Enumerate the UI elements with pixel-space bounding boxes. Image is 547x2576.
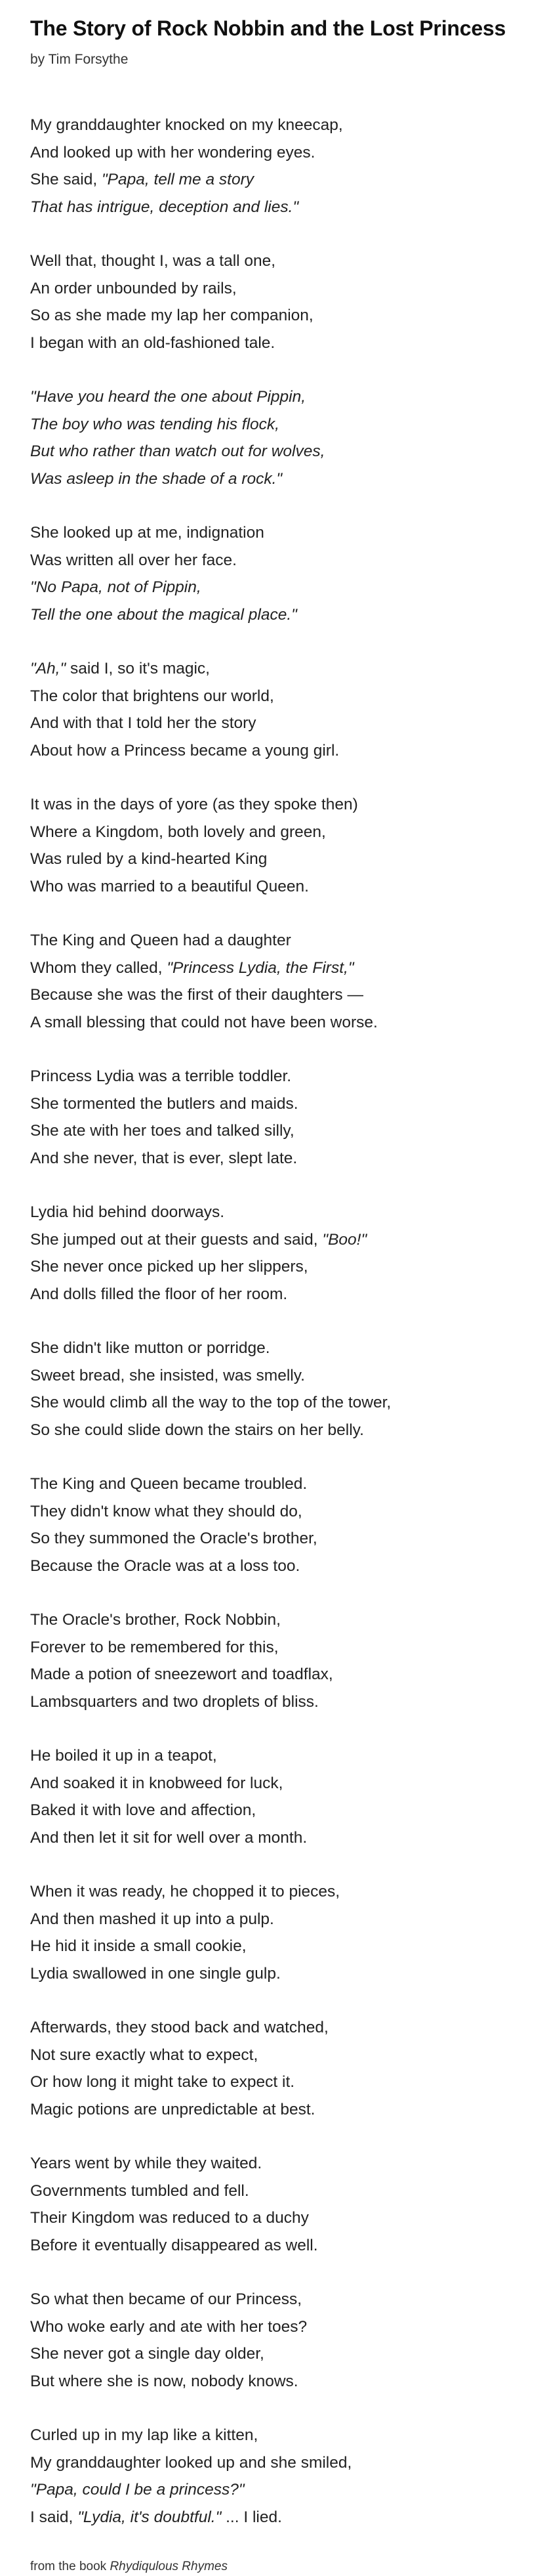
poem-line — [30, 1742, 529, 1770]
poem-line-segment: She looked up at me, indignation — [30, 524, 264, 542]
poem-body — [30, 112, 529, 2531]
poem-line-italic-segment: The boy who was tending his flock, — [30, 415, 279, 433]
poem-line-segment: She never once picked up her slippers, — [30, 1258, 308, 1276]
poem-line — [30, 873, 529, 901]
stanza — [30, 1742, 529, 1851]
poem-line-segment: So what then became of our Princess, — [30, 2290, 302, 2308]
poem-line-segment: Princess Lydia was a terrible toddler. — [30, 1067, 292, 1085]
poem-line — [30, 1226, 529, 1254]
poem-line — [30, 166, 529, 194]
poem-title: The Story of Rock Nobbin and the Lost Princess — [30, 16, 506, 40]
poem-line — [30, 2368, 529, 2395]
poem-line-segment: So she could slide down the stairs on her belly. — [30, 1421, 364, 1439]
poem-line-segment: When it was ready, he chopped it to pieces, — [30, 1883, 340, 1900]
poem-line-segment: Whom they called, — [30, 958, 167, 977]
poem-line-segment: Sweet bread, she insisted, was smelly. — [30, 1366, 305, 1385]
poem-line — [30, 438, 529, 465]
poem-line-italic-segment: "Have you heard the one about Pippin, — [30, 388, 306, 406]
poem-line — [30, 1933, 529, 1960]
stanza — [30, 791, 529, 900]
poem-line — [30, 275, 529, 303]
poem-line-segment: He boiled it up in a teapot, — [30, 1747, 217, 1765]
poem-line-segment: ... I lied. — [221, 2508, 282, 2526]
poem-line — [30, 955, 529, 982]
poem-line — [30, 519, 529, 547]
poem-line — [30, 2340, 529, 2368]
poem-line — [30, 247, 529, 275]
poem-line-segment: Lydia hid behind doorways. — [30, 1203, 225, 1221]
poem-line — [30, 1606, 529, 1634]
poem-line — [30, 791, 529, 819]
poem-line-segment: Lydia swallowed in one single gulp. — [30, 1964, 281, 1983]
poem-line — [30, 2476, 529, 2504]
poem-line — [30, 1389, 529, 1417]
poem-line-segment: Because the Oracle was at a loss too. — [30, 1556, 300, 1575]
poem-line-segment: Because she was the first of their daughters — — [30, 986, 363, 1004]
book-credit-prefix: from the book — [30, 2560, 110, 2573]
poem-line-segment: A small blessing that could not have been worse. — [30, 1013, 378, 1031]
stanza — [30, 519, 529, 628]
poem-line-segment: Forever to be remembered for this, — [30, 1638, 279, 1656]
poem-line-italic-segment: Was asleep in the shade of a rock." — [30, 469, 283, 488]
poem-line — [30, 1498, 529, 1526]
poem-line — [30, 2232, 529, 2260]
poem-line-segment: Curled up in my lap like a kitten, — [30, 2426, 258, 2444]
poem-line — [30, 1063, 529, 1090]
poem-line-italic-segment: "No Papa, not of Pippin, — [30, 578, 201, 596]
poem-line — [30, 2204, 529, 2232]
stanza — [30, 2286, 529, 2395]
poem-line — [30, 1878, 529, 1906]
poem-line-italic-segment: "Ah," — [30, 660, 66, 677]
poem-line-segment: Who woke early and ate with her toes? — [30, 2317, 308, 2336]
book-title: Rhydiqulous Rhymes — [110, 2560, 228, 2573]
poem-line-segment: Afterwards, they stood back and watched, — [30, 2019, 329, 2036]
poem-line — [30, 1253, 529, 1281]
stanza — [30, 2422, 529, 2531]
poem-line-segment: An order unbounded by rails, — [30, 279, 237, 297]
poem-line — [30, 330, 529, 357]
poem-line — [30, 601, 529, 629]
poem-line-segment: Before it eventually disappeared as well. — [30, 2236, 318, 2254]
poem-line-segment: She said, — [30, 171, 102, 188]
poem-line-segment: He hid it inside a small cookie, — [30, 1937, 247, 1955]
poem-line — [30, 383, 529, 411]
poem-line-segment: Magic potions are unpredictable at best. — [30, 2100, 315, 2118]
poem-line — [30, 2504, 529, 2531]
poem-line — [30, 655, 529, 683]
poem-line — [30, 1335, 529, 1362]
stanza — [30, 927, 529, 1036]
poem-line — [30, 710, 529, 737]
poem-line — [30, 2150, 529, 2178]
poem-line-segment: She would climb all the way to the top of the tower, — [30, 1394, 392, 1411]
poem-line-italic-segment: "Boo!" — [322, 1230, 367, 1249]
poem-line-italic-segment: "Papa, could I be a princess?" — [30, 2481, 245, 2499]
poem-line — [30, 1661, 529, 1688]
poem-line — [30, 1470, 529, 1498]
stanza — [30, 112, 529, 221]
poem-line-segment: Well that, thought I, was a tall one, — [30, 252, 276, 270]
poem-line — [30, 683, 529, 710]
stanza — [30, 1335, 529, 1444]
poem-line — [30, 1090, 529, 1118]
poem-line-italic-segment: Tell the one about the magical place." — [30, 605, 297, 624]
poem-line-segment: She jumped out at their guests and said, — [30, 1230, 323, 1249]
poem-line — [30, 927, 529, 955]
poem-line — [30, 1281, 529, 1308]
poem-line — [30, 1525, 529, 1553]
poem-line-segment: And dolls filled the floor of her room. — [30, 1285, 288, 1303]
poem-line-segment: And with that I told her the story — [30, 714, 256, 732]
poem-line-segment: The Oracle's brother, Rock Nobbin, — [30, 1611, 281, 1629]
poem-line-segment: She tormented the butlers and maids. — [30, 1094, 298, 1113]
poem-line — [30, 1553, 529, 1580]
poem-line — [30, 1797, 529, 1824]
poem-author: by Tim Forsythe — [30, 52, 129, 67]
poem-line — [30, 2042, 529, 2069]
poem-line-segment: So they summoned the Oracle's brother, — [30, 1530, 317, 1547]
stanza — [30, 1606, 529, 1715]
poem-line-segment: She never got a single day older, — [30, 2345, 264, 2363]
poem-line — [30, 302, 529, 330]
poem-line — [30, 1770, 529, 1797]
poem-line — [30, 1960, 529, 1988]
poem-line — [30, 1009, 529, 1037]
poem-line-italic-segment: "Papa, tell me a story — [101, 171, 254, 188]
poem-line-segment: My granddaughter knocked on my kneecap, — [30, 116, 343, 134]
poem-line-segment: Was written all over her face. — [30, 551, 237, 569]
poem-line-segment: About how a Princess became a young girl. — [30, 741, 340, 760]
poem-line — [30, 2286, 529, 2313]
poem-line-segment: Was ruled by a kind-hearted King — [30, 850, 268, 868]
stanza — [30, 1470, 529, 1579]
stanza — [30, 655, 529, 764]
poem-line-segment: Or how long it might take to expect it. — [30, 2073, 295, 2091]
poem-line-segment: I said, — [30, 2508, 78, 2526]
stanza — [30, 383, 529, 492]
poem-line — [30, 737, 529, 765]
stanza — [30, 1199, 529, 1308]
poem-line — [30, 2313, 529, 2341]
poem-line — [30, 2014, 529, 2042]
stanza — [30, 2014, 529, 2123]
poem-line — [30, 1117, 529, 1145]
poem-line-segment: The King and Queen had a daughter — [30, 932, 291, 949]
poem-line — [30, 2096, 529, 2124]
poem-line-segment: They didn't know what they should do, — [30, 1502, 302, 1520]
poem-page — [30, 14, 529, 2576]
poem-line-segment: And she never, that is ever, slept late. — [30, 1149, 298, 1167]
poem-line — [30, 139, 529, 167]
poem-line — [30, 465, 529, 493]
poem-line-segment: Not sure exactly what to expect, — [30, 2046, 258, 2064]
stanza — [30, 2150, 529, 2259]
poem-line-segment: And then let it sit for well over a month. — [30, 1828, 308, 1847]
poem-line — [30, 1145, 529, 1172]
poem-line-segment: Baked it with love and affection, — [30, 1801, 256, 1819]
poem-line — [30, 2178, 529, 2205]
poem-line-segment: My granddaughter looked up and she smiled, — [30, 2453, 352, 2472]
poem-line-segment: said I, so it's magic, — [66, 660, 210, 677]
poem-line-segment: And soaked it in knobweed for luck, — [30, 1774, 283, 1792]
stanza — [30, 1063, 529, 1172]
poem-line — [30, 1199, 529, 1226]
poem-line — [30, 1417, 529, 1444]
poem-line-segment: She didn't like mutton or porridge. — [30, 1339, 270, 1357]
poem-line — [30, 1906, 529, 1933]
poem-line — [30, 1362, 529, 1390]
poem-line — [30, 1634, 529, 1662]
poem-line-segment: Years went by while they waited. — [30, 2155, 262, 2172]
poem-line-segment: Governments tumbled and fell. — [30, 2181, 249, 2200]
poem-line — [30, 411, 529, 439]
poem-line — [30, 547, 529, 574]
poem-line — [30, 1824, 529, 1852]
poem-line-segment: Lambsquarters and two droplets of bliss. — [30, 1692, 319, 1711]
poem-line-segment: Made a potion of sneezewort and toadflax, — [30, 1665, 333, 1683]
poem-line-segment: But where she is now, nobody knows. — [30, 2372, 298, 2390]
poem-line — [30, 194, 529, 221]
poem-line-segment: The color that brightens our world, — [30, 687, 274, 705]
poem-line-segment: And then mashed it up into a pulp. — [30, 1910, 274, 1928]
stanza — [30, 247, 529, 356]
poem-line-segment: And looked up with her wondering eyes. — [30, 143, 315, 161]
poem-line-segment: Who was married to a beautiful Queen. — [30, 877, 309, 895]
poem-line — [30, 2449, 529, 2477]
poem-line-italic-segment: "Lydia, it's doubtful." — [77, 2508, 222, 2526]
poem-line — [30, 981, 529, 1009]
poem-line — [30, 846, 529, 873]
poem-line — [30, 819, 529, 846]
poem-line-segment: The King and Queen became troubled. — [30, 1475, 308, 1493]
poem-line-italic-segment: That has intrigue, deception and lies." — [30, 198, 299, 216]
poem-line-italic-segment: "Princess Lydia, the First," — [167, 958, 354, 977]
poem-line-segment: Their Kingdom was reduced to a duchy — [30, 2209, 309, 2227]
stanza — [30, 1878, 529, 1987]
poem-line-segment: I began with an old-fashioned tale. — [30, 333, 275, 352]
poem-line-segment: So as she made my lap her companion, — [30, 307, 314, 324]
poem-line — [30, 112, 529, 139]
poem-line-italic-segment: But who rather than watch out for wolves, — [30, 442, 325, 460]
poem-line — [30, 2069, 529, 2096]
poem-line-segment: She ate with her toes and talked silly, — [30, 1122, 294, 1140]
poem-line — [30, 2422, 529, 2449]
poem-line — [30, 574, 529, 601]
poem-line-segment: Where a Kingdom, both lovely and green, — [30, 823, 326, 841]
poem-line-segment: It was in the days of yore (as they spoke then) — [30, 796, 358, 813]
poem-line — [30, 1688, 529, 1716]
